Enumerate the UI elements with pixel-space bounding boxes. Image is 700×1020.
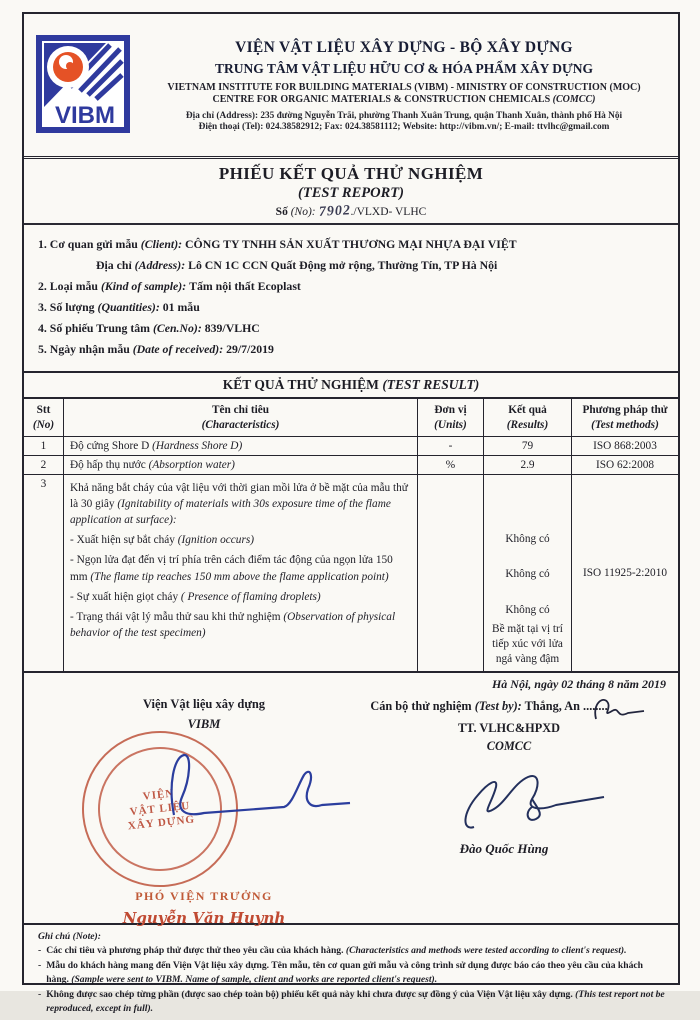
sample-info-block	[24, 225, 678, 371]
results-table-title	[24, 373, 678, 399]
report-number-suffix: ./VLXD- VLHC	[350, 206, 427, 218]
department-line1: TT. VLHC&HPXD	[457, 720, 561, 735]
info-client-address	[96, 258, 666, 273]
signature-section	[24, 673, 678, 927]
stamp-text: VIỆN	[142, 786, 175, 803]
cell-unit: -	[418, 437, 484, 455]
left-org-line2: VIBM	[187, 716, 221, 731]
report-title-vn: PHIẾU KẾT QUẢ THỬ NGHIỆM	[218, 164, 484, 183]
report-number-handwritten: 7902	[318, 203, 351, 220]
cell-stt: 3	[24, 475, 64, 670]
left-signature-icon	[134, 745, 364, 835]
flammability-item: - Xuất hiện sự bắt cháy (Ignition occurs)	[70, 534, 255, 547]
report-number-label-en: (No):	[290, 206, 316, 218]
centre-name-vn: TRUNG TÂM VẬT LIỆU HỮU CƠ & HÓA PHẨM XÂY DỰNG	[214, 60, 593, 76]
letterhead-text	[140, 38, 668, 133]
quantity-value: 01 mẫu	[162, 300, 200, 314]
cell-result	[484, 475, 572, 670]
header-cell-units: Đơn vị (Units)	[418, 399, 484, 436]
header-cell-methods: Phương pháp thử (Test methods)	[582, 404, 668, 431]
client-label-en: (Client):	[140, 237, 183, 251]
cell-method: ISO 62:2008	[595, 459, 655, 472]
left-org-line1: Viện Vật liệu xây dựng	[142, 696, 266, 711]
centre-number-value: 839/VLHC	[204, 321, 260, 335]
right-signer-name: Đào Quốc Hùng	[459, 840, 549, 856]
test-by-label-en: (Test by):	[474, 698, 522, 713]
cell-characteristic	[64, 475, 418, 670]
org-name-en: VIETNAM INSTITUTE FOR BUILDING MATERIALS (VIBM) - MINISTRY OF CONSTRUCTION (MOC)	[167, 81, 641, 93]
centre-number-label-en: (Cen.No):	[152, 321, 202, 335]
info-centre-number	[38, 321, 666, 336]
date-received-label-vn: 5. Ngày nhận mẫu	[38, 342, 133, 356]
report-number-line	[24, 204, 678, 220]
cell-method: ISO 868:2003	[593, 440, 657, 453]
sample-kind-value: Tấm nội thất Ecoplast	[189, 279, 301, 293]
vibm-logo	[36, 35, 130, 138]
report-number-label-vn: Số	[275, 206, 291, 218]
note-bullet: -	[38, 989, 42, 1001]
centre-number-label-vn: 4. Số phiếu Trung tâm	[38, 321, 153, 335]
note-item	[38, 988, 666, 1016]
stamp-text: XÂY DỰNG	[127, 812, 196, 832]
cell-characteristic: Độ cứng Shore D (Hardness Shore D)	[64, 437, 418, 455]
tester-signature-icon	[578, 691, 648, 725]
sample-kind-label-vn: 2. Loại mẫu	[38, 279, 101, 293]
info-date-received	[38, 342, 666, 357]
date-received-label-en: (Date of received):	[132, 342, 224, 356]
report-title-en: (TEST REPORT)	[298, 185, 404, 201]
header-cell-stt: Stt (No)	[24, 399, 64, 436]
cell-method: ISO 11925-2:2010	[583, 566, 667, 579]
letterhead	[24, 14, 678, 159]
test-by-names: Thắng, An ...	[521, 698, 593, 713]
flammability-result: Không có	[505, 533, 550, 546]
cell-result: 79	[484, 437, 572, 455]
flammability-item: - Ngọn lửa đạt đến vị trí phía trên cách điểm tác động của ngọn lửa 150 mm (The flame tip reaches 150 mm above the flame application point)	[70, 554, 393, 583]
quantity-label-en: (Quantities):	[97, 300, 160, 314]
header-cell-results: Kết quả (Results)	[484, 399, 572, 436]
centre-name-en-main: CENTRE FOR ORGANIC MATERIALS & CONSTRUCTION CHEMICALS	[212, 94, 553, 106]
quantity-label-vn: 3. Số lượng	[38, 300, 98, 314]
client-value: CÔNG TY TNHH SẢN XUẤT THƯƠNG MẠI NHỰA ĐẠI VIỆT	[185, 237, 517, 251]
results-table	[24, 371, 678, 673]
table-row-flammability	[24, 475, 678, 670]
footnotes	[24, 923, 678, 1020]
centre-name-en-paren: (COMCC)	[552, 94, 596, 106]
flammability-result: Không có	[505, 603, 550, 616]
right-signature-icon	[444, 765, 614, 835]
flammability-result: Bề mặt tại vị trí tiếp xúc với lửa ngả vàng đậm	[492, 622, 563, 666]
date-received-value: 29/7/2019	[226, 342, 274, 356]
note-text: Mẫu do khách hàng mang đến Viện Vật liệu xây dựng. Tên mẫu, tên cơ quan gửi mẫu và công trình sử dụng được báo cáo theo yêu cầu của khách hàng. (Sample were sent to VIBM. Name of sample, client and works are reported client's request).	[46, 960, 643, 986]
note-bullet: -	[38, 960, 42, 972]
results-table-header-row	[24, 399, 678, 437]
table-row	[24, 437, 678, 456]
note-text: Không được sao chép từng phần (được sao chép toàn bộ) phiếu kết quả này khi chưa được sự đồng ý của Viện Vật liệu xây dựng. (This test report not be reproduced, except in full).	[46, 989, 665, 1015]
cell-stt: 1	[24, 437, 64, 455]
cell-result: 2.9	[484, 456, 572, 474]
notes-label: Ghi chú (Note):	[38, 930, 101, 942]
client-label-vn: 1. Cơ quan gửi mẫu	[38, 237, 141, 251]
test-by-dots: .....	[592, 698, 608, 713]
vibm-logo-icon	[36, 35, 130, 133]
logo-text: VIBM	[55, 101, 115, 129]
sample-kind-label-en: (Kind of sample):	[100, 279, 187, 293]
flammability-result: Không có	[505, 568, 550, 581]
cell-unit: %	[418, 456, 484, 474]
header-cell-characteristics: Tên chỉ tiêu (Characteristics)	[64, 399, 418, 436]
note-text: Các chỉ tiêu và phương pháp thử được thử theo yêu cầu của khách hàng. (Characteristics and methods were tested according to client's request).	[46, 945, 627, 957]
results-title-en: (TEST RESULT)	[382, 377, 480, 392]
results-title-vn: KẾT QUẢ THỬ NGHIỆM	[222, 377, 383, 392]
cell-characteristic: Độ hấp thụ nước (Absorption water)	[64, 456, 418, 474]
report-title-block	[24, 159, 678, 225]
place-date: Hà Nội, ngày 02 tháng 8 năm 2019	[491, 676, 666, 691]
test-by-label-vn: Cán bộ thử nghiệm	[370, 698, 475, 713]
info-quantity	[38, 300, 666, 315]
table-row	[24, 456, 678, 475]
org-contact: Điện thoại (Tel): 024.38582912; Fax: 024.38581112; Website: http://vibm.vn/; E-mail: ttvlhc@gmail.com	[198, 122, 610, 133]
flammability-intro: Khả năng bắt cháy của vật liệu với thời gian mồi lửa ở bề mặt của mẫu thử là 30 giây (Ignitability of materials with 30s exposure time of the flame application at surface):	[70, 482, 408, 527]
note-bullet: -	[38, 945, 42, 957]
client-address-label-vn: Địa chỉ	[96, 258, 135, 272]
note-item	[38, 959, 666, 987]
left-signer-name: Nguyễn Văn Huynh	[122, 908, 286, 927]
info-sample-kind	[38, 279, 666, 294]
client-address-value: Lô CN 1C CCN Quất Động mở rộng, Thường Tín, TP Hà Nội	[188, 258, 498, 272]
cell-unit	[418, 475, 484, 670]
org-name-vn: VIỆN VẬT LIỆU XÂY DỰNG - BỘ XÂY DỰNG	[235, 39, 573, 57]
document-border-frame	[22, 12, 680, 1015]
org-address: Địa chỉ (Address): 235 đường Nguyễn Trãi, phường Thanh Xuân Trung, quận Thanh Xuân, thành phố Hà Nội	[185, 110, 623, 121]
cell-stt: 2	[24, 456, 64, 474]
left-signer-title: PHÓ VIỆN TRƯỞNG	[135, 888, 273, 903]
stamp-text: VẬT LIỆU	[129, 799, 191, 818]
info-client	[38, 237, 666, 252]
client-address-label-en: (Address):	[134, 258, 186, 272]
flammability-item: - Sự xuất hiện giọt cháy ( Presence of flaming droplets)	[70, 590, 321, 603]
department-line2: COMCC	[486, 738, 532, 753]
flammability-item: - Trạng thái vật lý mẫu thử sau khi thử nghiệm (Observation of physical behavior of the test specimen)	[70, 610, 396, 639]
centre-name-en	[140, 94, 668, 107]
note-item	[38, 944, 666, 958]
